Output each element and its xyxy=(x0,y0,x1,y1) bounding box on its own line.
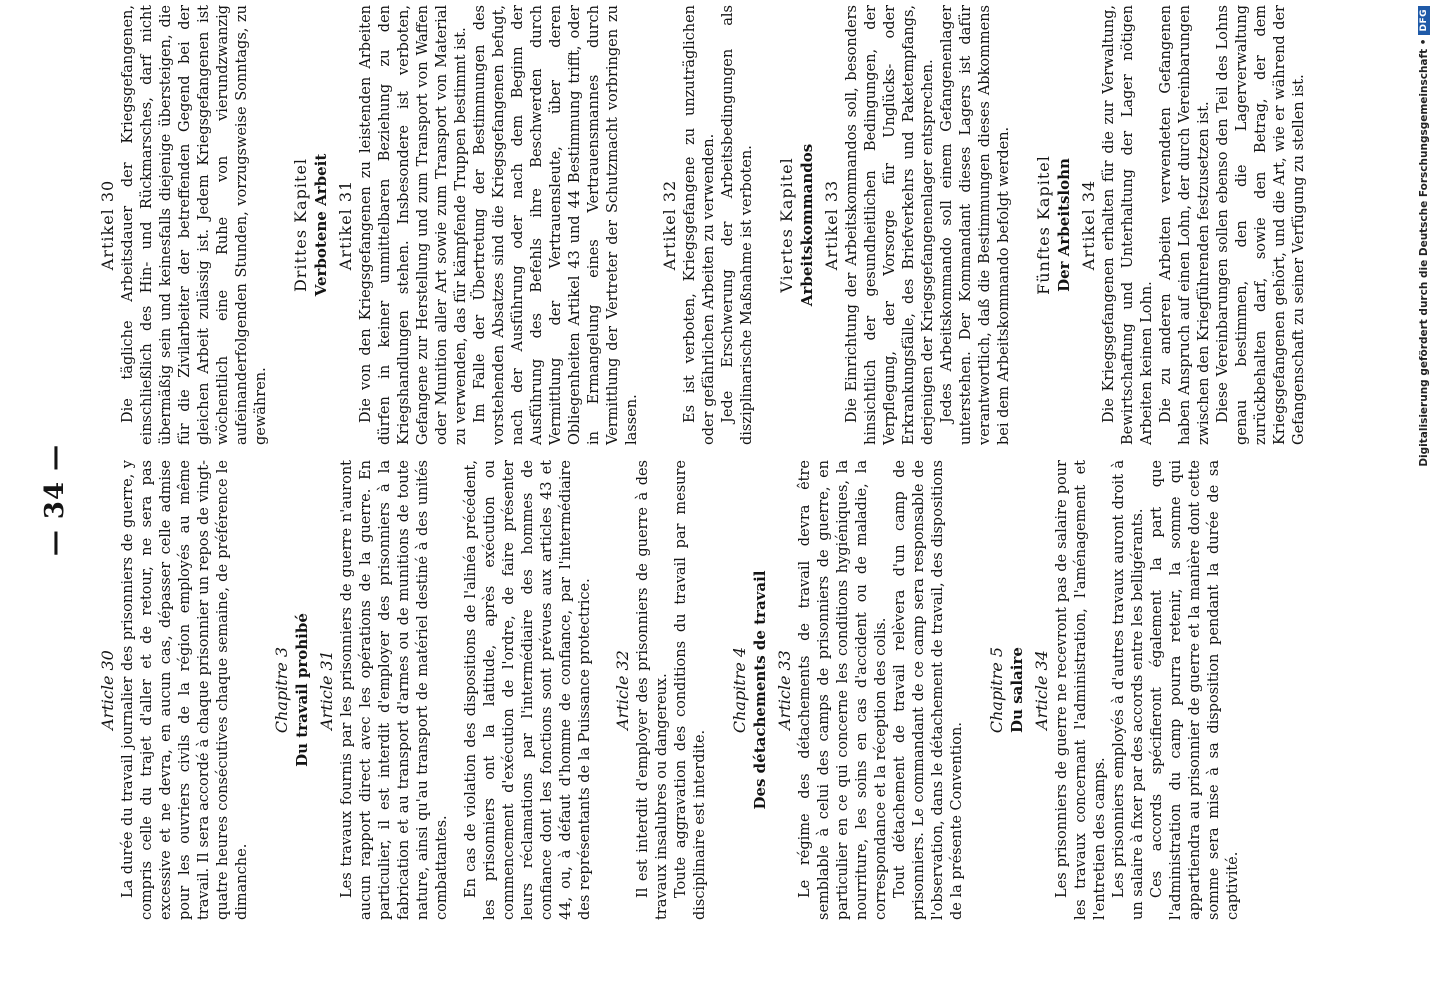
fr-chapter-5-title: Du salaire xyxy=(1008,647,1026,733)
fr-article-30-heading: Article 30 xyxy=(98,650,117,730)
de-article-32-paragraph-2: Jede Erschwerung der Arbeitsbedingungen als disziplinarische Maßnahme ist verboten. xyxy=(720,5,755,445)
de-chapter-5-title: Der Arbeitslohn xyxy=(1055,158,1073,292)
fr-article-32-paragraph-1: Il est interdit d'employer des prisonniers de guerre à des travaux insalubres ou dangereux. xyxy=(635,460,670,920)
de-article-31-paragraph-1: Die von den Kriegsgefangenen zu leistenden Arbeiten dürfen in keiner unmittelbaren Beziehung zu den Kriegshandlungen stehen. Insbesondere ist verboten, Gefangene zur Herstellung und zum Transport von Waffen oder Munition aller Art sowie zum Transport von Material zu verwenden, das für kämpfende Truppen bestimmt ist. xyxy=(358,5,469,445)
de-chapter-3-title: Verbotene Arbeit xyxy=(312,153,330,297)
fr-article-32-paragraph-2: Toute aggravation des conditions du travail par mesure disciplinaire est interdite. xyxy=(673,460,708,920)
de-article-34-heading: Artikel 34 xyxy=(1079,179,1098,271)
digitization-credit xyxy=(1413,6,1434,992)
german-column xyxy=(92,5,1309,445)
fr-article-31-paragraph-1: Les travaux fournis par les prisonniers de guerre n'auront aucun rapport direct avec les opérations de la guerre. En particulier, il est interdit d'employer des prisonniers à la fabrication et au transport d'armes ou de munitions de toute nature, ainsi qu'au transport de matériel destiné à des unités combattantes. xyxy=(339,460,450,920)
fr-chapter-4-label: Chapitre 4 xyxy=(730,646,749,734)
fr-chapter-4-title: Des détachements de travail xyxy=(751,570,769,810)
de-article-30-text: Die tägliche Arbeitsdauer der Kriegsgefangenen, einschließlich des Hin- und Rückmarsches, darf nicht übermäßig sein und keinesfalls diejenige übersteigen, die für die Zivilarbeiter der betreffenden Gegend bei der gleichen Arbeit zulässig ist. Jedem Kriegsgefangenen ist wöchentlich eine Ruhe von vierundzwanzig aufeinanderfolgenden Stunden, vorzugsweise Sonntags, zu gewähren. xyxy=(120,5,269,445)
fr-article-34-paragraph-2: Les prisonniers employés à d'autres travaux auront droit à un salaire à fixer par des accords entre les belligérants. xyxy=(1111,460,1146,920)
de-article-33-heading: Artikel 33 xyxy=(822,179,841,271)
fr-article-34-paragraph-3: Ces accords spécifieront également la part que l'administration du camp pourra retenir, la somme qui appartiendra au prisonnier de guerre et la manière dont cette somme sera mise à sa disposition pendant la durée de sa captivité. xyxy=(1149,460,1241,920)
french-column xyxy=(92,460,1243,920)
de-chapter-4-title: Arbeitskommandos xyxy=(798,143,816,307)
de-article-34-paragraph-1: Die Kriegsgefangenen erhalten für die zur Verwaltung, Bewirtschaftung und Unterhaltung der Lager nötigen Arbeiten keinen Lohn. xyxy=(1101,5,1155,445)
fr-chapter-5-label: Chapitre 5 xyxy=(987,646,1006,734)
fr-article-30-text: La durée du travail journalier des prisonniers de guerre, y compris celle du trajet d'aller et de retour, ne sera pas excessive et ne devra, en aucun cas, dépasser celle admise pour les ouvriers civils de la région employés au même travail. Il sera accordé à chaque prisonnier un repos de vingt-quatre heures consécutives chaque semaine, de préférence le dimanche. xyxy=(120,460,250,920)
fr-article-31-heading: Article 31 xyxy=(317,650,336,730)
de-article-34-paragraph-2: Die zu anderen Arbeiten verwendeten Gefangenen haben Anspruch auf einen Lohn, der durch Vereinbarungen zwischen den Kriegführenden festzusetzen ist. xyxy=(1158,5,1212,445)
fr-article-31-paragraph-2: En cas de violation des dispositions de l'alinéa précédent, les prisonniers ont la latitude, après exécution ou commencement d'exécution de l'ordre, de faire présenter leurs réclamations par l'intermédiaire des hommes de confiance dont les fonctions sont prévues aux articles 43 et 44, ou, à défaut d'homme de confiance, par l'intermédiaire des représentants de la Puissance protectrice. xyxy=(463,460,593,920)
de-article-32-heading: Artikel 32 xyxy=(660,179,679,271)
fr-chapter-3-title: Du travail prohibé xyxy=(293,613,311,767)
fr-article-33-paragraph-1: Le régime des détachements de travail devra être semblable à celui des camps de prisonniers de guerre, en particulier en ce qui concerne les conditions hygiéniques, la nourriture, les soins en cas d'accident ou de maladie, la correspondance et la réception des colis. xyxy=(797,460,889,920)
de-article-34-paragraph-3: Diese Vereinbarungen sollen ebenso den Teil des Lohns genau bestimmen, den die Lagerverwaltung zurückbehalten darf, sowie den Betrag, der dem Kriegsgefangenen gehört, und die Art, wie er während der Gefangenschaft zu seiner Verfügung zu stellen ist. xyxy=(1215,5,1307,445)
de-article-31-paragraph-2: Im Falle der Übertretung der Bestimmungen des vorstehenden Absatzes sind die Kriegsgefangenen befugt, nach der Ausführung oder nach dem Beginn der Ausführung des Befehls ihre Beschwerden durch Vermittlung der Vertrauensleute, über deren Obliegenheiten Artikel 43 und 44 Bestimmung trifft, oder in Ermangelung eines Vertrauensmannes durch Vermittlung der Vertreter der Schutzmacht vorbringen zu lassen. xyxy=(472,5,640,445)
fr-article-34-heading: Article 34 xyxy=(1032,650,1051,730)
fr-chapter-3-label: Chapitre 3 xyxy=(272,646,291,734)
de-article-33-paragraph-2: Jedes Arbeitskommando soll einem Gefangenenlager unterstehen. Der Kommandant dieses Lagers ist dafür verantwortlich, daß die Bestimmungen dieses Abkommens bei dem Arbeitskommando befolgt werden. xyxy=(939,5,1012,445)
de-article-33-paragraph-1: Die Einrichtung der Arbeitskommandos soll, besonders hinsichtlich der gesundheitlichen Bedingungen, der Verpflegung, der Vorsorge für Unglücks- oder Erkrankungsfälle, des Briefverkehrs und Paketempfangs, derjenigen der Kriegsgefangenenlager entsprechen. xyxy=(844,5,936,445)
fr-article-34-paragraph-1: Les prisonniers de guerre ne recevront pas de salaire pour les travaux concernant l'administration, l'aménagement et l'entretien des camps. xyxy=(1054,460,1108,920)
fr-article-32-heading: Article 32 xyxy=(613,650,632,730)
fr-article-33-heading: Article 33 xyxy=(775,650,794,730)
dfg-logo: DFG xyxy=(1418,6,1430,35)
credit-text: Digitalisierung gefördert durch die Deutsche Forschungsgemeinschaft • xyxy=(1418,38,1430,467)
de-chapter-5-label: Fünftes Kapitel xyxy=(1034,155,1053,295)
de-article-32-paragraph-1: Es ist verboten, Kriegsgefangene zu unzuträglichen oder gefährlichen Arbeiten zu verwenden. xyxy=(682,5,717,445)
de-article-31-heading: Artikel 31 xyxy=(336,179,355,271)
de-chapter-3-label: Drittes Kapitel xyxy=(291,157,310,293)
de-article-30-heading: Artikel 30 xyxy=(98,179,117,271)
page-number: — 34 — xyxy=(40,443,70,557)
de-chapter-4-label: Viertes Kapitel xyxy=(777,157,796,293)
fr-article-33-paragraph-2: Tout détachement de travail relèvera d'un camp de prisonniers. Le commandant de ce camp sera responsable de l'observation, dans le détachement de travail, des dispositions de la présente Convention. xyxy=(892,460,965,920)
